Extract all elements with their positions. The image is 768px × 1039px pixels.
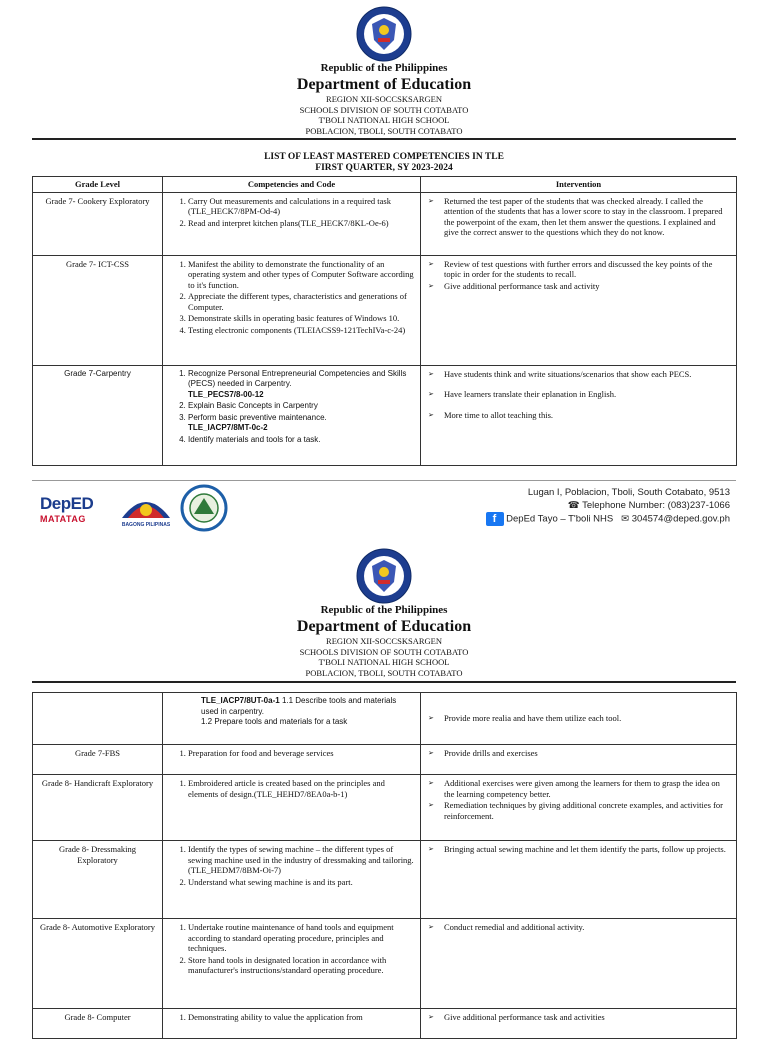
competency-item: 2. Appreciate the different types, characteristics and generations of Computer. bbox=[188, 291, 415, 312]
document-title bbox=[0, 152, 768, 174]
grade-cell: Grade 8- Dressmaking Exploratory bbox=[33, 841, 163, 919]
header-grade-level: Grade Level bbox=[33, 177, 163, 193]
matatag-logo-text: MATATAG bbox=[40, 514, 86, 524]
table-row bbox=[33, 192, 737, 255]
page-footer bbox=[0, 480, 768, 526]
competencies-cell bbox=[163, 255, 421, 365]
deped-seal-icon bbox=[356, 548, 412, 604]
intervention-item: ➢ Conduct remedial and additional activity. bbox=[438, 922, 731, 933]
competency-code: TLE_IACP7/8MT-0c-2 bbox=[188, 423, 268, 432]
deped-logo-text: DepED bbox=[40, 494, 94, 513]
intervention-cell bbox=[421, 745, 737, 775]
header-competencies: Competencies and Code bbox=[163, 177, 421, 193]
intervention-cell bbox=[421, 775, 737, 841]
table-row bbox=[33, 775, 737, 841]
footer-phone bbox=[486, 499, 730, 512]
intervention-item: ➢ Give additional performance task and activities bbox=[438, 1012, 731, 1023]
header-divider bbox=[32, 681, 736, 683]
intervention-item: ➢ Give additional performance task and activity bbox=[438, 281, 731, 292]
school-label: T'BOLI NATIONAL HIGH SCHOOL bbox=[318, 115, 450, 125]
competency-item: 1. Carry Out measurements and calculations in a required task (TLE_HECK7/8PM-Od-4) bbox=[188, 196, 415, 217]
intervention-item: ➢ Review of test questions with further errors and discussed the key points of the topic in order for the students to recall. bbox=[438, 259, 731, 280]
republic-label: Republic of the Philippines bbox=[320, 62, 448, 74]
competency-item: 1. Undertake routine maintenance of hand tools and equipment according to standard operating procedure, principles and techniques. bbox=[188, 922, 415, 954]
grade-cell: Grade 7- ICT-CSS bbox=[33, 255, 163, 365]
grade-cell bbox=[33, 693, 163, 745]
competency-text: Explain Basic Concepts in Carpentry bbox=[188, 401, 318, 410]
intervention-item: ➢ More time to allot teaching this. bbox=[438, 410, 731, 421]
competencies-cell bbox=[163, 192, 421, 255]
competency-item bbox=[188, 413, 415, 434]
email-icon: ✉ bbox=[621, 513, 630, 525]
competencies-cell bbox=[163, 693, 421, 745]
competency-item: 1. Preparation for food and beverage services bbox=[188, 748, 415, 759]
deped-seal-icon bbox=[356, 6, 412, 62]
competencies-table-page2 bbox=[32, 692, 737, 1039]
footer-divider bbox=[32, 480, 736, 481]
competency-item: 1. Manifest the ability to demonstrate the functionality of an operating system and other types of Computer Software according to it's function. bbox=[188, 259, 415, 291]
grade-cell: Grade 8- Computer bbox=[33, 1009, 163, 1039]
table-row bbox=[33, 919, 737, 1009]
bagong-pilipinas-logo bbox=[118, 488, 174, 528]
competency-item: 1. Demonstrating ability to value the application from bbox=[188, 1012, 415, 1023]
intervention-cell bbox=[421, 192, 737, 255]
competencies-cell bbox=[163, 745, 421, 775]
page2-header bbox=[0, 604, 768, 678]
division-label: SCHOOLS DIVISION OF SOUTH COTABATO bbox=[299, 104, 469, 115]
competency-item: 2. Store hand tools in designated location in accordance with manufacturer's instructions/standard operating procedure. bbox=[188, 955, 415, 976]
intervention-cell bbox=[421, 841, 737, 919]
footer-contact bbox=[486, 486, 730, 526]
header-divider bbox=[32, 138, 736, 140]
competencies-cell bbox=[163, 919, 421, 1009]
competency-item bbox=[188, 401, 415, 412]
competencies-cell bbox=[163, 365, 421, 465]
grade-cell: Grade 8- Handicraft Exploratory bbox=[33, 775, 163, 841]
svg-text:BAGONG PILIPINAS: BAGONG PILIPINAS bbox=[121, 522, 171, 528]
grade-cell: Grade 7-Carpentry bbox=[33, 365, 163, 465]
competency-item: 4. Testing electronic components (TLEIACSS9-121TechIVa-c-24) bbox=[188, 325, 415, 336]
address-label: POBLACION, TBOLI, SOUTH COTABATO bbox=[305, 667, 463, 678]
footer-address: Lugan I, Poblacion, Tboli, South Cotabato, 9513 bbox=[527, 487, 730, 498]
table-header-row bbox=[33, 177, 737, 193]
competencies-cell bbox=[163, 841, 421, 919]
page1-header bbox=[0, 62, 768, 136]
phone-text: Telephone Number: (083)237-1066 bbox=[582, 500, 730, 511]
facebook-text: DepEd Tayo – T'boli NHS bbox=[506, 513, 614, 525]
school-label: T'BOLI NATIONAL HIGH SCHOOL bbox=[318, 657, 450, 667]
competency-item: 2. Read and interpret kitchen plans(TLE_HECK7/8KL-Oe-6) bbox=[188, 218, 415, 229]
intervention-cell bbox=[421, 365, 737, 465]
competency-text: Identify materials and tools for a task. bbox=[188, 434, 321, 444]
competencies-table-page1 bbox=[32, 176, 737, 466]
intervention-item: ➢ Returned the test paper of the students that was checked already. I called the attention of the students that has a lower score to stay in the classroom. I prepared the powerpoint of the exam, then let them answer the questions. I explained and give the correct answer to the questions which they do not know. bbox=[438, 196, 731, 238]
competencies-cell bbox=[163, 775, 421, 841]
competency-text: 1.2 Prepare tools and materials for a task bbox=[201, 717, 348, 726]
intervention-cell bbox=[421, 919, 737, 1009]
competency-item: 1. Identify the types of sewing machine – the different types of sewing machine used in the industry of dressmaking and tailoring. (TLE_HEDM7/8BM-Oi-7) bbox=[188, 844, 415, 876]
competency-text: Recognize Personal Entrepreneurial Competencies and Skills (PECS) needed in Carpentry. bbox=[188, 368, 407, 388]
competency-code: TLE_IACP7/8UT-0a-1 bbox=[201, 696, 280, 705]
school-seal-icon bbox=[180, 484, 228, 532]
footer-social bbox=[486, 512, 730, 526]
competency-item bbox=[188, 435, 415, 446]
table-row bbox=[33, 693, 737, 745]
division-label: SCHOOLS DIVISION OF SOUTH COTABATO bbox=[299, 646, 469, 657]
title-line-2: FIRST QUARTER, SY 2023-2024 bbox=[315, 163, 453, 173]
intervention-item: ➢ Provide more realia and have them utilize each tool. bbox=[438, 713, 731, 724]
header-intervention: Intervention bbox=[421, 177, 737, 193]
intervention-item: ➢ Bringing actual sewing machine and let them identify the parts, follow up projects. bbox=[438, 844, 731, 855]
intervention-item: ➢ Have students think and write situations/scenarios that show each PECS. bbox=[438, 369, 731, 380]
address-label: POBLACION, TBOLI, SOUTH COTABATO bbox=[305, 125, 463, 136]
intervention-cell bbox=[421, 693, 737, 745]
grade-cell: Grade 7-FBS bbox=[33, 745, 163, 775]
intervention-item: ➢ Remediation techniques by giving additional concrete examples, and activities for reinforcement. bbox=[438, 800, 731, 821]
competency-text: 1.1 Describe tools and materials used in carpentry. bbox=[201, 696, 397, 716]
competency-item: 2. Understand what sewing machine is and its part. bbox=[188, 877, 415, 888]
competency-text: Perform basic preventive maintenance. bbox=[188, 412, 327, 422]
grade-cell: Grade 7- Cookery Exploratory bbox=[33, 192, 163, 255]
intervention-item: ➢ Additional exercises were given among the learners for them to grasp the idea on the learning competency better. bbox=[438, 778, 731, 799]
table-row bbox=[33, 255, 737, 365]
intervention-item: ➢ Have learners translate their eplanation in English. bbox=[438, 389, 731, 400]
republic-label: Republic of the Philippines bbox=[320, 604, 448, 616]
facebook-icon: f bbox=[486, 512, 504, 526]
region-label: REGION XII-SOCCSKSARGEN bbox=[326, 94, 442, 104]
phone-icon: ☎ bbox=[567, 500, 580, 511]
department-title: Department of Education bbox=[296, 76, 472, 93]
intervention-cell bbox=[421, 255, 737, 365]
table-row bbox=[33, 841, 737, 919]
competency-code: TLE_PECS7/8-00-12 bbox=[188, 389, 264, 399]
table-row bbox=[33, 745, 737, 775]
email-text: 304574@deped.gov.ph bbox=[631, 513, 730, 525]
grade-cell: Grade 8- Automotive Exploratory bbox=[33, 919, 163, 1009]
table-row bbox=[33, 365, 737, 465]
title-line-1: LIST OF LEAST MASTERED COMPETENCIES IN TLE bbox=[264, 152, 504, 162]
competency-item: 1. Embroidered article is created based on the principles and elements of design.(TLE_HEHD7/8EA0a-b-1) bbox=[188, 778, 415, 799]
department-title: Department of Education bbox=[296, 618, 472, 635]
deped-logo bbox=[40, 494, 93, 524]
competency-item bbox=[188, 369, 415, 401]
competency-item: 3. Demonstrate skills in operating basic features of Windows 10. bbox=[188, 313, 415, 324]
region-label: REGION XII-SOCCSKSARGEN bbox=[326, 636, 442, 646]
intervention-item: ➢ Provide drills and exercises bbox=[438, 748, 731, 759]
